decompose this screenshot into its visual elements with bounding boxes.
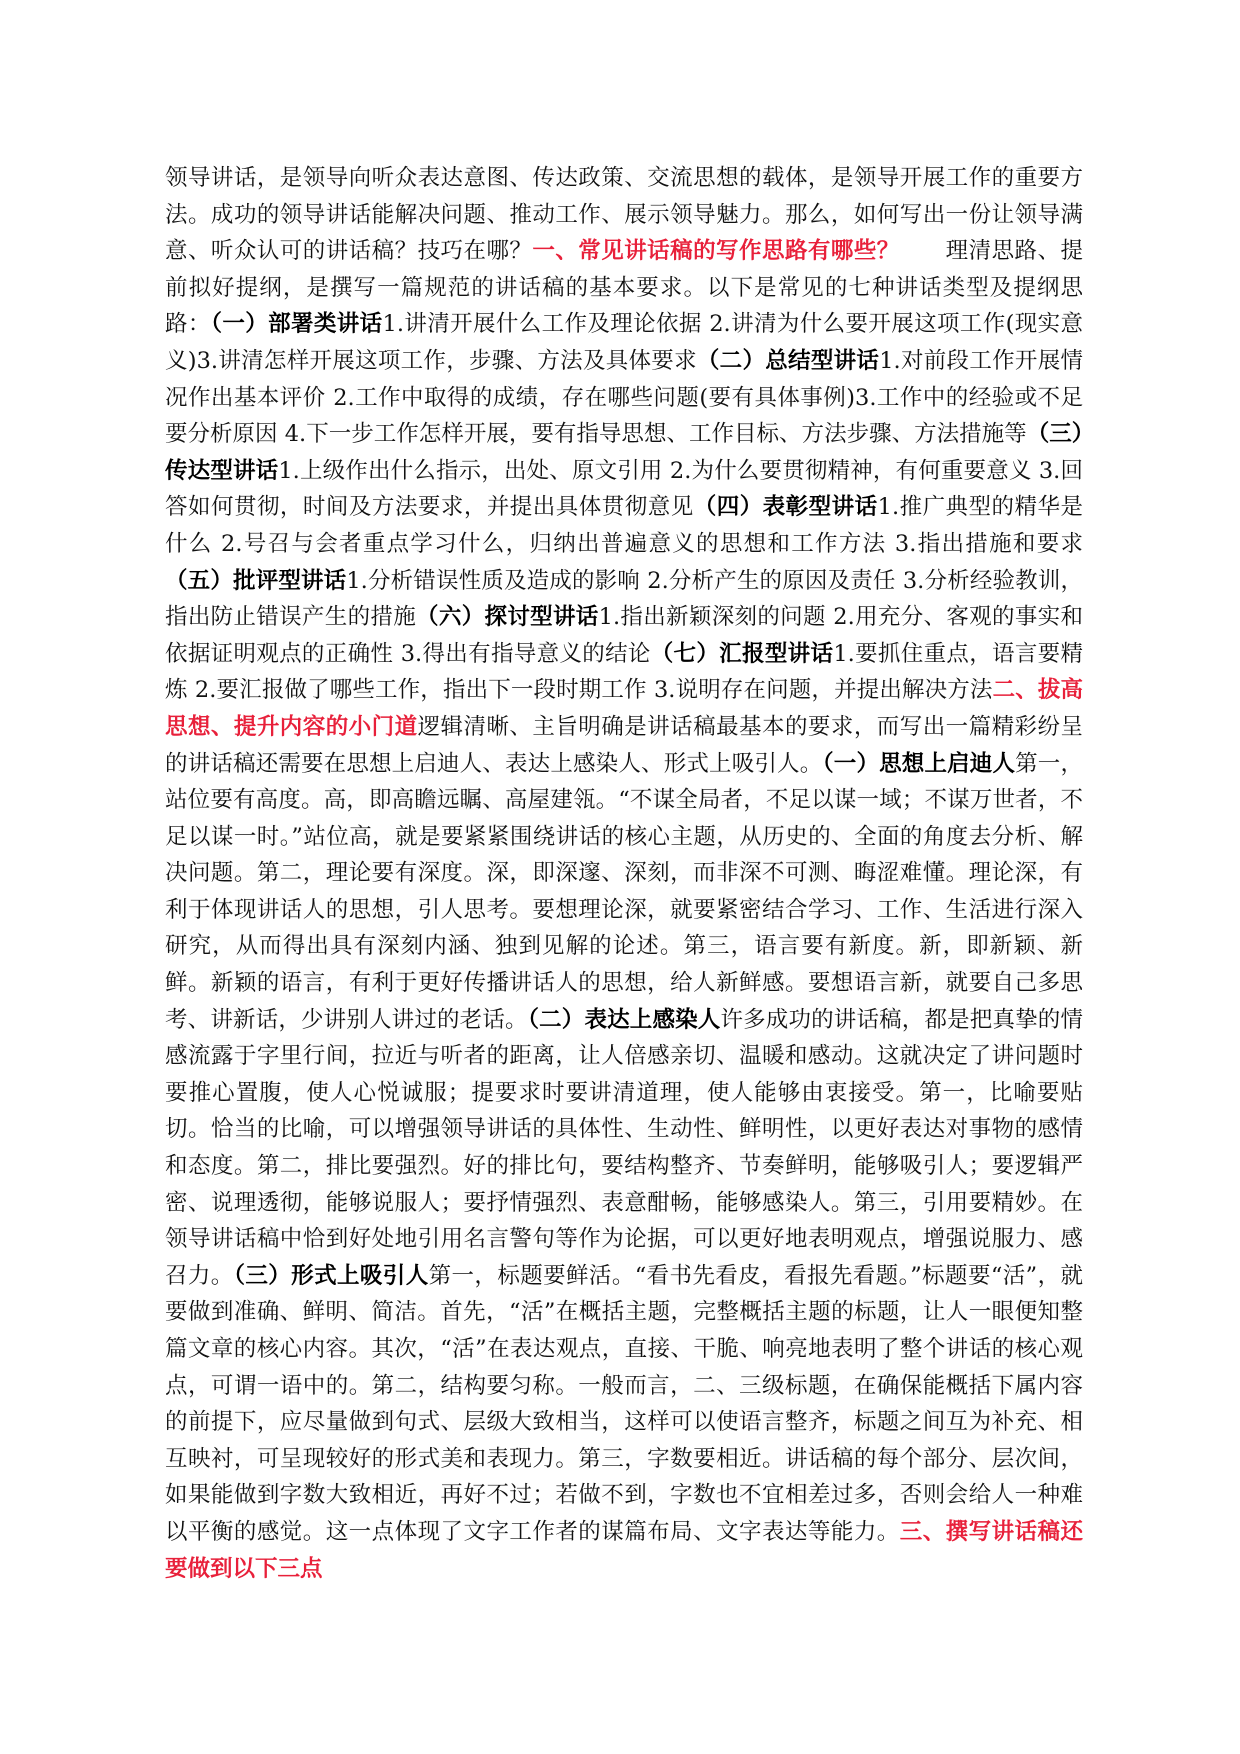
section-heading-1: 一、常见讲话稿的写作思路有哪些？ — [532, 238, 900, 265]
subheading-convey: （三）传达型讲话 — [165, 421, 1083, 484]
section-2-intro: 逻辑清晰、主旨明确是讲话稿最基本的要求，而写出一篇精彩纷呈的讲话稿还需要在思想上启迪人、表达上感染人、形式上吸引人。 — [165, 713, 1083, 777]
subheading-report-text: 1.要抓住重点，语言要精炼 2.要汇报做了哪些工作，指出下一段时期工作 3.说明存在问题，并提出解决方法 — [165, 640, 1084, 704]
subheading-criticize-text: 1.分析错误性质及造成的影响 2.分析产生的原因及责任 3.分析经验教训，指出防止错误产生的措施 — [165, 567, 1083, 631]
section-heading-2: 二、拔高思想、提升内容的小门道 — [165, 677, 1083, 740]
subheading-inspire-text: 第一，站位要有高度。高，即高瞻远瞩、高屋建瓴。“不谋全局者，不足以谋一域；不谋万世者，不足以谋一时。”站位高，就是要紧紧围绕讲话的核心主题，从历史的、全面的角度去分析、解决问题。第二，理论要有深度。深，即深邃、深刻，而非深不可测、晦涩难懂。理论深，有利于体现讲话人的思想，引人思考。要想理论深，就要紧密结合学习、工作、生活进行深入研究，从而得出具有深刻内涵、独到见解的论述。第三，语言要有新度。新，即新颖、新鲜。新颖的语言，有利于更好传播讲话人的思想，给人新鲜感。要想语言新，就要自己多思考、讲新话，少讲别人讲过的老话。 — [165, 750, 1083, 1033]
intro-text: 领导讲话，是领导向听众表达意图、传达政策、交流思想的载体，是领导开展工作的重要方法。成功的领导讲话能解决问题、推动工作、展示领导魅力。那么，如何写出一份让领导满意、听众认可的讲话稿？技巧在哪？ — [165, 165, 1083, 265]
subheading-report: （七）汇报型讲话 — [650, 640, 834, 667]
subheading-discuss: （六）探讨型讲话 — [416, 604, 599, 631]
subheading-attract: （三）形式上吸引人 — [233, 1262, 429, 1289]
subheading-summary: （二）总结型讲话 — [696, 347, 880, 374]
document-body — [165, 160, 1083, 1587]
subheading-deploy: （一）部署类讲话 — [210, 311, 383, 338]
section-heading-3: 三、撰写讲话稿还要做到以下三点 — [165, 1518, 1083, 1582]
body-paragraph — [165, 160, 1083, 1587]
subheading-commend-text: 1.推广典型的精华是什么 2.号召与会者重点学习什么，归纳出普遍意义的思想和工作方法 3.指出措施和要求 — [165, 494, 1083, 557]
subheading-discuss-text: 1.指出新颖深刻的问题 2.用充分、客观的事实和依据证明观点的正确性 3.得出有指导意义的结论 — [165, 604, 1083, 667]
subheading-move-text: 许多成功的讲话稿，都是把真挚的情感流露于字里行间，拉近与听者的距离，让人倍感亲切、温暖和感动。这就决定了讲问题时要推心置腹，使人心悦诚服；提要求时要讲清道理，使人能够由衷接受。第一，比喻要贴切。恰当的比喻，可以增强领导讲话的具体性、生动性、鲜明性，以更好表达对事物的感情和态度。第二，排比要强烈。好的排比句，要结构整齐、节奏鲜明，能够吸引人；要逻辑严密、说理透彻，能够说服人；要抒情强烈、表意酣畅，能够感染人。第三，引用要精妙。在领导讲话稿中恰到好处地引用名言警句等作为论据，可以更好地表明观点，增强说服力、感召力。 — [165, 1006, 1083, 1289]
subheading-move: （二）表达上感染人 — [527, 1006, 721, 1033]
subheading-commend: （四）表彰型讲话 — [693, 494, 878, 521]
subheading-criticize: （五）批评型讲话 — [165, 567, 347, 594]
subheading-attract-text: 第一，标题要鲜活。“看书先看皮，看报先看题。”标题要“活”，就要做到准确、鲜明、简洁。首先，“活”在概括主题，完整概括主题的标题，让人一眼便知整篇文章的核心内容。其次，“活”在表达观点，直接、干脆、响亮地表明了整个讲话的核心观点，可谓一语中的。第二，结构要匀称。一般而言，二、三级标题，在确保能概括下属内容的前提下，应尽量做到句式、层级大致相当，这样可以使语言整齐，标题之间互为补充、相互映衬，可呈现较好的形式美和表现力。第三，字数要相近。讲话稿的每个部分、层次间，如果能做到字数大致相近，再好不过；若做不到，字数也不宜相差过多，否则会给人一种难以平衡的感觉。这一点体现了文字工作者的谋篇布局、文字表达等能力。 — [165, 1262, 1083, 1545]
section-1-intro: 理清思路、提前拟好提纲，是撰写一篇规范的讲话稿的基本要求。以下是常见的七种讲话类型及提纲思路： — [165, 238, 1083, 338]
subheading-inspire: （一）思想上启迪人 — [822, 750, 1016, 777]
subheading-convey-text: 1.上级作出什么指示，出处、原文引用 2.为什么要贯彻精神，有何重要意义 3.回答如何贯彻，时间及方法要求，并提出具体贯彻意见 — [165, 457, 1083, 521]
subheading-summary-text: 1.对前段工作开展情况作出基本评价 2.工作中取得的成绩，存在哪些问题(要有具体事例)3.工作中的经验或不足要分析原因 4.下一步工作怎样开展，要有指导思想、工作目标、方法步骤、方法措施等 — [165, 347, 1083, 448]
subheading-deploy-text: 1.讲清开展什么工作及理论依据 2.讲清为什么要开展这项工作(现实意义)3.讲清怎样开展这项工作，步骤、方法及具体要求 — [165, 311, 1083, 374]
